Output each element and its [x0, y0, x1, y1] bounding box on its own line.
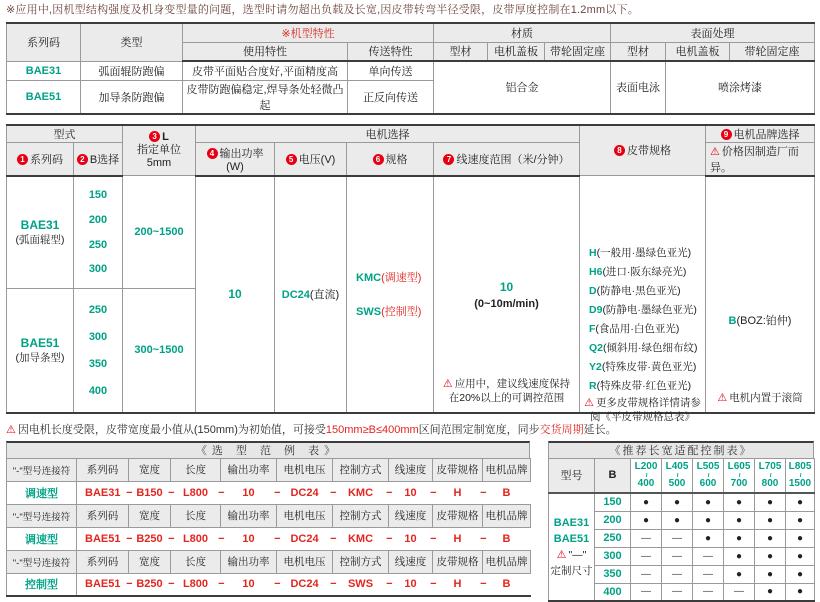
num-3-icon: 3: [149, 131, 160, 142]
header-line-speed: 7 线速度范围（米/分钟）: [434, 142, 580, 176]
not-standard-dash: —: [724, 583, 755, 601]
example-column-header: 线速度: [389, 550, 433, 573]
header-length: 3 L 指定单位5mm: [123, 125, 196, 176]
b-value: 300: [76, 331, 120, 343]
example-value: B250 −: [129, 573, 171, 596]
example-column-header: 皮带规格: [433, 504, 483, 527]
match-table: [548, 458, 815, 602]
supported-dot: ●: [786, 511, 815, 529]
not-standard-dash: —: [693, 565, 724, 583]
b-width-value: 350: [595, 565, 631, 583]
example-column-header: 电机品牌: [483, 550, 531, 573]
header-brand-price-note: ⚠ 价格因制造厂而异。: [706, 142, 815, 176]
warning-icon: ⚠: [557, 549, 567, 561]
belt-spec-item: D9(防静电·墨绿色亚光): [589, 301, 703, 320]
header-model-group: 型式: [7, 125, 123, 143]
num-8-icon: 8: [614, 145, 625, 156]
num-5-icon: 5: [286, 154, 297, 165]
l-range-header: L605 ~ 700: [724, 458, 755, 493]
example-value: B: [483, 481, 531, 504]
warning-icon: ⚠: [717, 392, 727, 404]
header-machine-features: ※机型特性: [183, 23, 434, 42]
example-column-header: "-"型号连接符: [7, 458, 77, 481]
example-column-header: 长度: [171, 550, 221, 573]
example-table-body: [7, 458, 531, 596]
supported-dot: ●: [755, 583, 786, 601]
l-range-header: L200 ~ 400: [631, 458, 662, 493]
warning-icon: ⚠: [443, 378, 453, 390]
surface-coat-value: 喷涂烤漆: [666, 61, 815, 114]
b-width-value: 200: [595, 511, 631, 529]
header-model: 型号: [549, 458, 595, 493]
example-row-label: 调速型: [7, 481, 77, 504]
not-standard-dash: —: [631, 529, 662, 547]
example-value: 10 −: [389, 573, 433, 596]
example-value: B: [483, 573, 531, 596]
example-column-header: 线速度: [389, 458, 433, 481]
match-table-title: 《推荐长宽适配控制表》: [548, 441, 814, 458]
example-column-header: 系列码: [77, 550, 129, 573]
supported-dot: ●: [724, 511, 755, 529]
header-motor-cover: 电机盖板: [488, 42, 545, 61]
supported-dot: ●: [755, 511, 786, 529]
header-type: 类型: [81, 23, 183, 61]
header-spec: 6 规格: [347, 142, 434, 176]
voltage-value: DC24(直流): [275, 176, 347, 413]
supported-dot: ●: [693, 529, 724, 547]
match-table-section: [548, 441, 814, 602]
b-width-value: 400: [595, 583, 631, 601]
example-column-header: 电机品牌: [483, 504, 531, 527]
b-value: 400: [76, 385, 120, 397]
b-values-bae51: [74, 288, 123, 412]
belt-spec-item: Y2(特殊皮带·黄色亚光): [589, 358, 703, 377]
supported-dot: ●: [631, 511, 662, 529]
supported-dot: ●: [786, 583, 815, 601]
example-value: BAE31 −: [77, 481, 129, 504]
header-b: B: [595, 458, 631, 493]
l-range-bae31: 200~1500: [123, 176, 196, 289]
example-column-header: 电机电压: [277, 504, 333, 527]
b-values-bae31: [74, 176, 123, 289]
brand-value: B(BOZ:铂仲): [708, 312, 812, 328]
example-column-header: 输出功率: [221, 504, 277, 527]
example-column-header: 控制方式: [333, 550, 389, 573]
supported-dot: ●: [786, 529, 815, 547]
header-motor-brand: 9 电机品牌选择: [706, 125, 815, 143]
example-table: [6, 458, 531, 598]
header-motor-cover: 电机盖板: [666, 42, 730, 61]
belt-spec-item: H6(进口·阪东绿亮光): [589, 263, 703, 282]
header-series: 1 系列码: [7, 142, 74, 176]
header-voltage: 5 电压(V): [275, 142, 347, 176]
example-column-header: 宽度: [129, 504, 171, 527]
example-column-header: 电机电压: [277, 458, 333, 481]
material-value: 铝合金: [434, 61, 611, 114]
supported-dot: ●: [724, 529, 755, 547]
l-range-header: L805 ~ 1500: [786, 458, 815, 493]
example-value-row: [7, 481, 531, 504]
header-pulley-seat: 带轮固定座: [545, 42, 611, 61]
l-range-header: L705 ~ 800: [755, 458, 786, 493]
example-column-header: "-"型号连接符: [7, 550, 77, 573]
series-code-value: BAE31: [7, 61, 81, 80]
spec-overview-table: [6, 22, 815, 115]
header-series-code: 系列码: [7, 23, 81, 61]
example-value: KMC −: [333, 527, 389, 550]
example-value: 10 −: [221, 573, 277, 596]
b-value: 200: [76, 214, 120, 226]
example-column-header: 控制方式: [333, 458, 389, 481]
transfer-feature-value: 正反向传送: [348, 80, 434, 114]
type-value: 弧面辊防跑偏: [81, 61, 183, 80]
not-standard-dash: —: [631, 565, 662, 583]
series-group-bae51: BAE51 (加导条型): [7, 288, 74, 412]
belt-spec-item: Q2(倾斜用·绿色细布纹): [589, 339, 703, 358]
example-column-header: 长度: [171, 458, 221, 481]
supported-dot: ●: [755, 547, 786, 565]
num-1-icon: 1: [17, 154, 28, 165]
belt-width-note: ⚠ 因电机长度受限，皮带宽度最小值从(150mm)为初始值，可接受150mm≥B≤400mm区间范围定制宽度，同步交货周期延长。: [6, 421, 814, 437]
table-row: [7, 61, 815, 80]
num-7-icon: 7: [443, 154, 454, 165]
series-group-bae31: BAE31 (弧面辊型): [7, 176, 74, 289]
example-column-header: 长度: [171, 504, 221, 527]
not-standard-dash: —: [631, 583, 662, 601]
example-value: 10 −: [221, 527, 277, 550]
example-column-header: 电机品牌: [483, 458, 531, 481]
belt-spec-item: D(防静电·黑色亚光): [589, 282, 703, 301]
b-value: 250: [76, 239, 120, 251]
header-material: 材质: [434, 23, 611, 42]
not-standard-dash: —: [662, 583, 693, 601]
example-row-label: 控制型: [7, 573, 77, 596]
example-column-header: 系列码: [77, 504, 129, 527]
supported-dot: ●: [724, 547, 755, 565]
example-column-header: 电机电压: [277, 550, 333, 573]
example-column-header: "-"型号连接符: [7, 504, 77, 527]
example-value: H −: [433, 481, 483, 504]
belt-spec-note: ⚠ 更多皮带规格详情请参 阅《平皮带规格总表》: [582, 396, 703, 424]
b-width-value: 300: [595, 547, 631, 565]
example-value: B150 −: [129, 481, 171, 504]
example-value: BAE51 −: [77, 527, 129, 550]
example-header-row: [7, 504, 531, 527]
num-9-icon: 9: [721, 129, 732, 140]
example-value: L800 −: [171, 573, 221, 596]
example-value: BAE51 −: [77, 573, 129, 596]
example-value: KMC −: [333, 481, 389, 504]
example-column-header: 宽度: [129, 458, 171, 481]
spec-options-cell: [347, 176, 434, 413]
num-6-icon: 6: [373, 154, 384, 165]
example-row-label: 调速型: [7, 527, 77, 550]
b-value: 250: [76, 304, 120, 316]
transfer-feature-value: 单向传送: [348, 61, 434, 80]
warning-icon: ⚠: [710, 146, 720, 158]
example-column-header: 皮带规格: [433, 550, 483, 573]
example-column-header: 系列码: [77, 458, 129, 481]
example-value: 10 −: [221, 481, 277, 504]
match-model-cell: BAE31 BAE51 ⚠ "—" 定制尺寸: [549, 493, 595, 601]
spec-option: KMC(调速型): [356, 269, 421, 285]
num-4-icon: 4: [207, 148, 218, 159]
match-table-body: [549, 458, 815, 601]
belt-spec-list: [582, 244, 703, 396]
example-value: 10 −: [389, 527, 433, 550]
use-feature-value: 皮带防跑偏稳定,焊导条处轻微凸起: [183, 80, 348, 114]
l-range-bae51: 300~1500: [123, 288, 196, 412]
brand-note: ⚠ 电机内置于滚筒: [708, 391, 812, 405]
example-value-row: [7, 527, 531, 550]
series-code-value: BAE51: [7, 80, 81, 114]
not-standard-dash: —: [631, 547, 662, 565]
surface-profile-value: 表面电泳: [611, 61, 666, 114]
b-value: 150: [76, 189, 120, 201]
example-column-header: 皮带规格: [433, 458, 483, 481]
header-pulley-seat: 带轮固定座: [730, 42, 815, 61]
header-output-power: 4 输出功率(W): [196, 142, 275, 176]
l-range-header: L505 ~ 600: [693, 458, 724, 493]
belt-spec-cell: [580, 176, 706, 413]
custom-size-line: ⚠ "—": [549, 547, 594, 563]
supported-dot: ●: [724, 493, 755, 511]
supported-dot: ●: [662, 493, 693, 511]
supported-dot: ●: [786, 547, 815, 565]
example-column-header: 输出功率: [221, 550, 277, 573]
example-column-header: 控制方式: [333, 504, 389, 527]
belt-spec-item: R(特殊皮带·红色亚光): [589, 377, 703, 396]
not-standard-dash: —: [662, 565, 693, 583]
supported-dot: ●: [724, 565, 755, 583]
example-value: H −: [433, 573, 483, 596]
match-row: [549, 493, 815, 511]
supported-dot: ●: [755, 529, 786, 547]
belt-spec-item: H(一般用·墨绿色亚光): [589, 244, 703, 263]
example-value: B250 −: [129, 527, 171, 550]
not-standard-dash: —: [693, 547, 724, 565]
line-speed-note: ⚠ 应用中，建议线速度保持 在20%以上的可调控范围: [436, 377, 577, 405]
header-b-select: 2 B选择: [74, 142, 123, 176]
motor-brand-cell: [706, 176, 815, 413]
example-value: SWS −: [333, 573, 389, 596]
supported-dot: ●: [662, 511, 693, 529]
b-width-value: 150: [595, 493, 631, 511]
supported-dot: ●: [755, 493, 786, 511]
b-width-value: 250: [595, 529, 631, 547]
belt-spec-item: F(食品用·白色亚光): [589, 320, 703, 339]
supported-dot: ●: [693, 511, 724, 529]
supported-dot: ●: [786, 565, 815, 583]
type-value: 加导条防跑偏: [81, 80, 183, 114]
header-belt-spec: 8 皮带规格: [580, 125, 706, 176]
example-table-title: 《选 型 范 例 表》: [6, 441, 530, 458]
header-profile: 型材: [434, 42, 488, 61]
example-value: DC24 −: [277, 527, 333, 550]
l-range-header: L405 ~ 500: [662, 458, 693, 493]
example-value: DC24 −: [277, 573, 333, 596]
model-selection-table: [6, 124, 815, 414]
warning-icon: ⚠: [6, 424, 16, 436]
use-feature-value: 皮带平面贴合度好,平面精度高: [183, 61, 348, 80]
example-column-header: 宽度: [129, 550, 171, 573]
header-motor-select-group: 电机选择: [196, 125, 580, 143]
top-caution-note: ※应用中,因机型结构强度及机身变型量的问题，选型时请勿超出负载及长宽,因皮带转弯半径受限，皮带厚度控制在1.2mm以下。: [6, 3, 814, 18]
header-use-feature: 使用特性: [183, 42, 348, 61]
output-power-value: 10: [196, 176, 275, 413]
b-value: 300: [76, 263, 120, 275]
match-header-row: [549, 458, 815, 493]
num-2-icon: 2: [77, 154, 88, 165]
not-standard-dash: —: [693, 583, 724, 601]
example-header-row: [7, 458, 531, 481]
warning-icon: ⚠: [584, 397, 594, 409]
example-value: L800 −: [171, 527, 221, 550]
example-value: B: [483, 527, 531, 550]
not-standard-dash: —: [662, 529, 693, 547]
example-value: L800 −: [171, 481, 221, 504]
supported-dot: ●: [631, 493, 662, 511]
not-standard-dash: —: [662, 547, 693, 565]
example-value: 10 −: [389, 481, 433, 504]
header-profile: 型材: [611, 42, 666, 61]
example-header-row: [7, 550, 531, 573]
example-column-header: 线速度: [389, 504, 433, 527]
example-value-row: [7, 573, 531, 596]
spec-option: SWS(控制型): [356, 303, 421, 319]
example-table-section: [6, 441, 530, 602]
b-value: 350: [76, 358, 120, 370]
supported-dot: ●: [755, 565, 786, 583]
header-surface-treatment: 表面处理: [611, 23, 815, 42]
example-column-header: 输出功率: [221, 458, 277, 481]
example-value: DC24 −: [277, 481, 333, 504]
supported-dot: ●: [786, 493, 815, 511]
line-speed-cell: 10 (0~10m/min) ⚠ 应用中，建议线速度保持 在20%以上的可调控范围: [434, 176, 580, 413]
header-transfer-feature: 传送特性: [348, 42, 434, 61]
supported-dot: ●: [693, 493, 724, 511]
example-value: H −: [433, 527, 483, 550]
